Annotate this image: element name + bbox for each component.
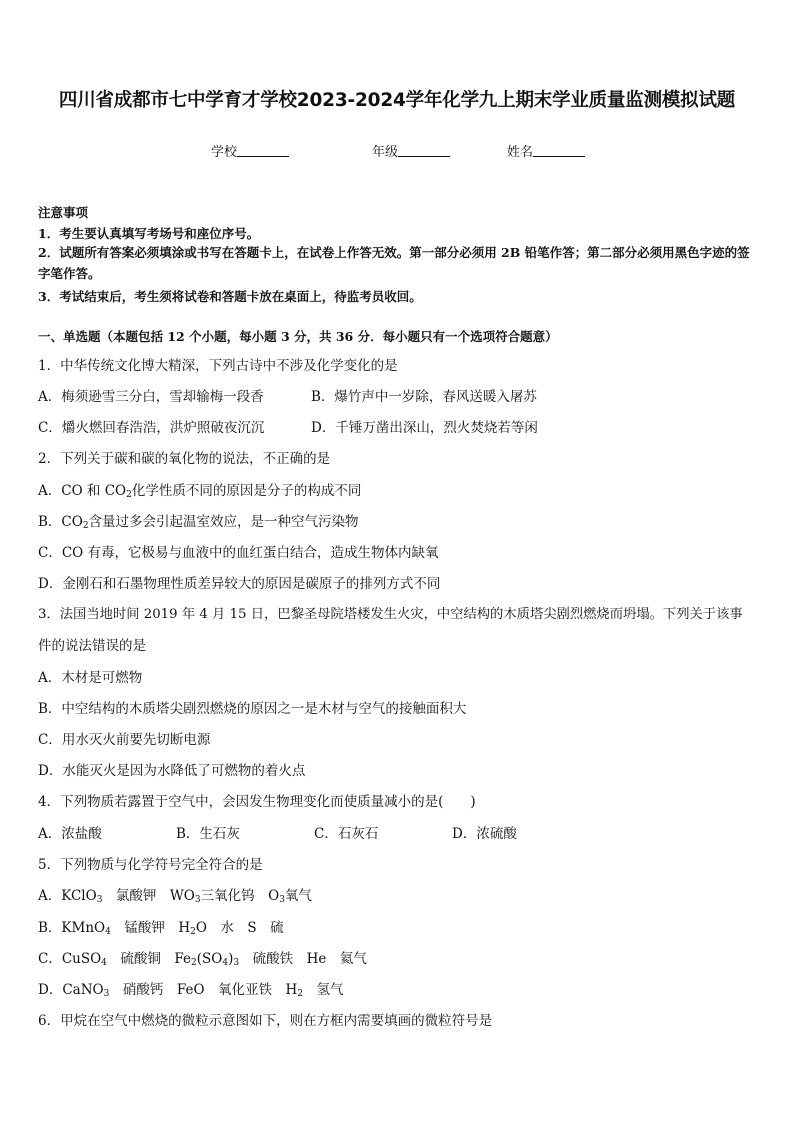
question-1-option-a[interactable]: A．梅须逊雪三分白，雪却输梅一段香 xyxy=(38,389,264,405)
question-3-stem-line-2: 件的说法错误的是 xyxy=(38,638,146,654)
question-4-option-d[interactable]: D．浓硫酸 xyxy=(452,826,517,842)
question-2-option-b[interactable]: B．$CO_2$含量过多会引起温室效应，是一种空气污染物 xyxy=(38,514,359,531)
question-4-stem: 4．下列物质若露置于空气中，会因发生物理变化而使质量减小的是( ) xyxy=(38,794,476,810)
question-4-option-b[interactable]: B．生石灰 xyxy=(176,826,240,842)
question-5-option-c[interactable]: C．CuSO$_4$ 硫酸铜 $Fe_2(SO_4)_3$ 硫酸铁 He 氦气 xyxy=(38,951,367,968)
notice-item-1: 1．考生要认真填写考场号和座位序号。 xyxy=(38,226,260,241)
notice-heading: 注意事项 xyxy=(38,205,89,220)
grade-field[interactable]: 年级 xyxy=(372,141,450,160)
exam-title: 四川省成都市七中学育才学校2023-2024学年化学九上期末学业质量监测模拟试题 xyxy=(58,90,736,111)
question-1-stem: 1．中华传统文化博大精深，下列古诗中不涉及化学变化的是 xyxy=(38,358,398,374)
question-1-option-c[interactable]: C．爝火燃回春浩浩，洪炉照破夜沉沉 xyxy=(38,420,265,436)
question-5-option-b[interactable]: B．KMnO$_4$ 锰酸钾 $H_2O$ 水 S 硫 xyxy=(38,920,284,937)
question-3-option-b[interactable]: B．中空结构的木质塔尖剧烈燃烧的原因之一是木材与空气的接触面积大 xyxy=(38,701,467,717)
name-field[interactable]: 姓名 xyxy=(507,141,585,160)
question-3-stem-line-1: 3．法国当地时间 2019 年 4 月 15 日，巴黎圣母院塔楼发生火灾，中空结构的木质塔尖剧烈燃烧而坍塌。下列关于该事 xyxy=(38,607,743,622)
question-3-option-d[interactable]: D．水能灭火是因为水降低了可燃物的着火点 xyxy=(38,763,306,779)
question-5-option-a[interactable]: A．KClO$_3$ 氯酸钾 $WO_3$三氧化钨 $O_3$氧气 xyxy=(38,888,312,905)
question-1-option-b[interactable]: B．爆竹声中一岁除，春风送暖入屠苏 xyxy=(311,389,537,405)
notice-item-3: 3．考试结束后，考生须将试卷和答题卡放在桌面上，待监考员收回。 xyxy=(38,289,422,304)
question-2-option-c[interactable]: C．CO 有毒，它极易与血液中的血红蛋白结合，造成生物体内缺氧 xyxy=(38,545,439,561)
section-heading: 一、单选题（本题包括 12 个小题，每小题 3 分，共 36 分．每小题只有一个选项符合题意） xyxy=(38,329,558,344)
question-2-option-d[interactable]: D．金刚石和石墨物理性质差异较大的原因是碳原子的排列方式不同 xyxy=(38,576,441,592)
question-3-option-a[interactable]: A．木材是可燃物 xyxy=(38,670,143,686)
question-6-stem: 6．甲烷在空气中燃烧的微粒示意图如下，则在方框内需要填画的微粒符号是 xyxy=(38,1013,493,1029)
question-3-option-c[interactable]: C．用水灭火前要先切断电源 xyxy=(38,732,211,748)
notice-item-2: 2．试题所有答案必须填涂或书写在答题卡上，在试卷上作答无效。第一部分必须用 2B 铅笔作答；第二部分必须用黑色字迹的签字笔作答。 xyxy=(38,245,750,281)
question-2-option-a[interactable]: A．CO 和 $CO_2$化学性质不同的原因是分子的构成不同 xyxy=(38,483,362,500)
question-5-stem: 5．下列物质与化学符号完全符合的是 xyxy=(38,857,263,873)
question-2-stem: 2．下列关于碳和碳的氧化物的说法，不正确的是 xyxy=(38,451,331,467)
question-5-option-d[interactable]: D．CaNO$_3$ 硝酸钙 FeO 氧化亚铁 $H_2$ 氢气 xyxy=(38,982,344,999)
question-4-option-c[interactable]: C．石灰石 xyxy=(314,826,379,842)
school-field[interactable]: 学校 xyxy=(211,141,289,160)
question-1-option-d[interactable]: D．千锤万凿出深山，烈火焚烧若等闲 xyxy=(311,420,538,436)
question-4-option-a[interactable]: A．浓盐酸 xyxy=(38,826,102,842)
